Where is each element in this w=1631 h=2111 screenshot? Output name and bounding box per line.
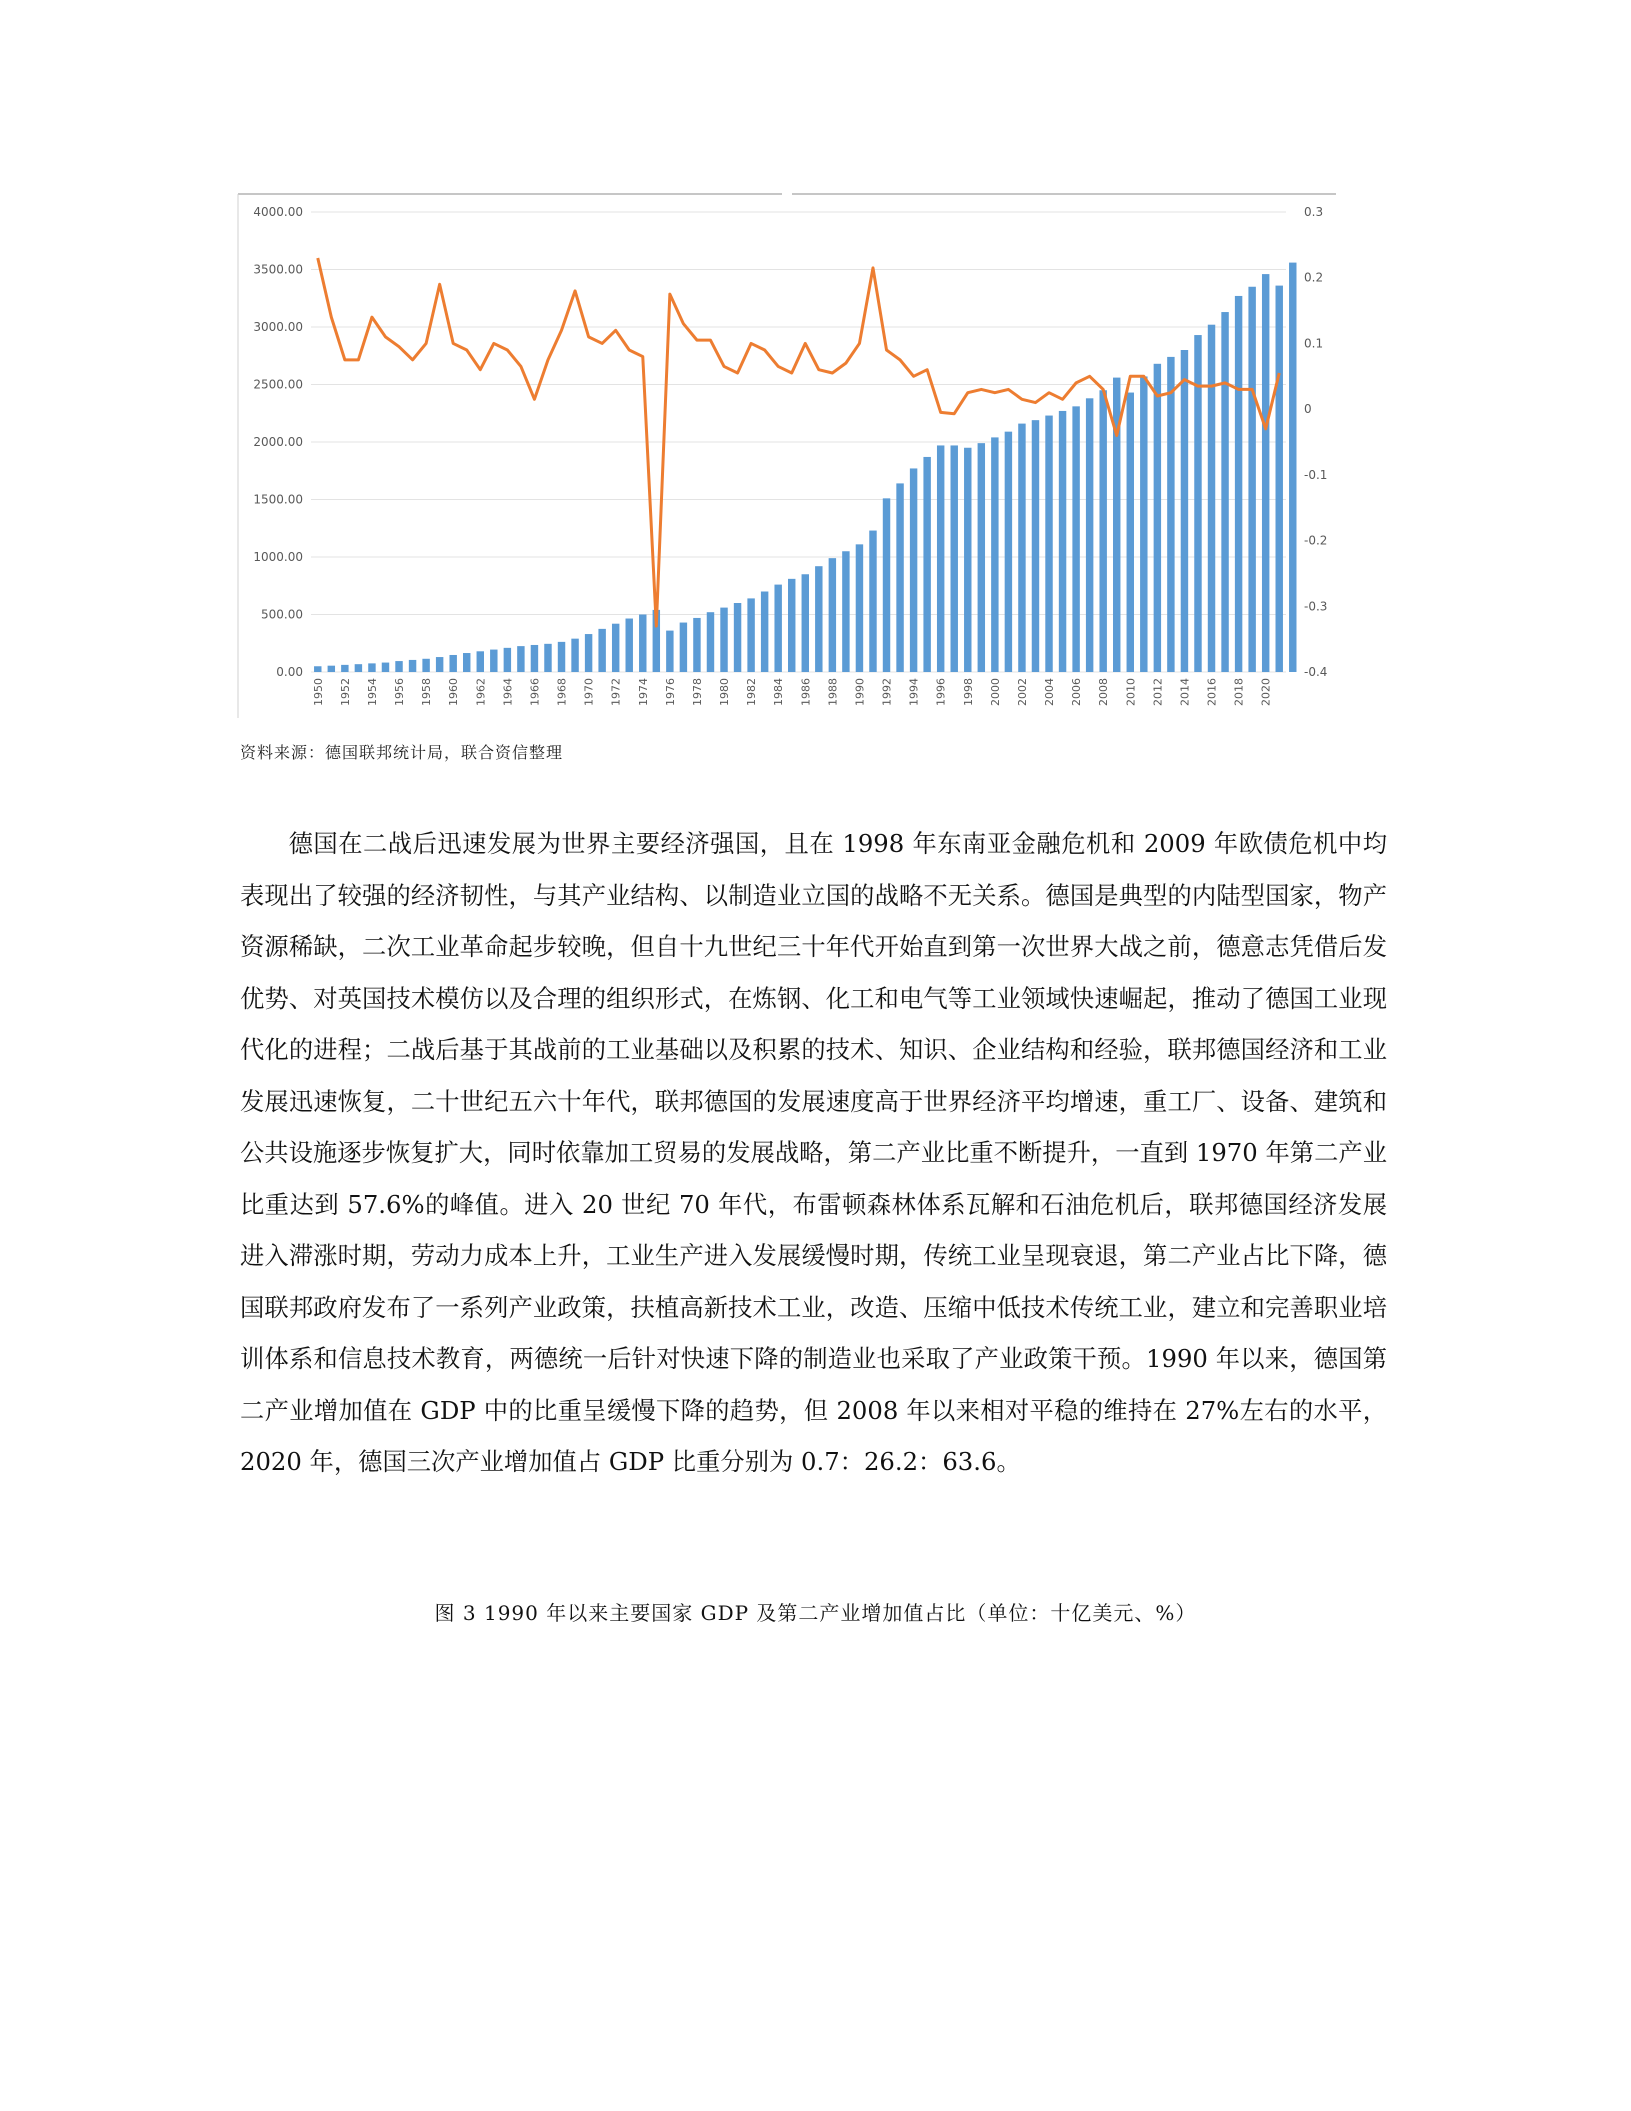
gdp-industry-chart [236, 190, 1346, 730]
gdp-bar [1154, 364, 1161, 672]
x-tick-label: 2010 [1124, 678, 1138, 706]
body-paragraph: 德国在二战后迅速发展为世界主要经济强国，且在 1998 年东南亚金融危机和 2009 年欧债危机中均表现出了较强的经济韧性，与其产业结构、以制造业立国的战略不无关系。德国是典型的内陆型国家，物产资源稀缺，二次工业革命起步较晚，但自十九世纪三十年代开始直到第一次世界大战之前，德意志凭借后发优势、对英国技术模仿以及合理的组织形式，在炼钢、化工和电气等工业领域快速崛起，推动了德国工业现代化的进程；二战后基于其战前的工业基础以及积累的技术、知识、企业结构和经验，联邦德国经济和工业发展迅速恢复，二十世纪五六十年代，联邦德国的发展速度高于世界经济平均增速，重工厂、设备、建筑和公共设施逐步恢复扩大，同时依靠加工贸易的发展战略，第二产业比重不断提升，一直到 1970 年第二产业比重达到 57.6%的峰值。进入 20 世纪 70 年代，布雷顿森林体系瓦解和石油危机后，联邦德国经济发展进入滞涨时期，劳动力成本上升，工业生产进入发展缓慢时期，传统工业呈现衰退，第二产业占比下降，德国联邦政府发布了一系列产业政策，扶植高新技术工业，改造、压缩中低技术传统工业，建立和完善职业培训体系和信息技术教育，两德统一后针对快速下降的制造业也采取了产业政策干预。1990 年以来，德国第二产业增加值在 GDP 中的比重呈缓慢下降的趋势，但 2008 年以来相对平稳的维持在 27%左右的水平，2020 年，德国三次产业增加值占 GDP 比重分别为 0.7：26.2：63.6。 [240, 829, 1387, 1476]
x-tick-label: 1966 [528, 678, 542, 706]
figure-caption: 图 3 1990 年以来主要国家 GDP 及第二产业增加值占比（单位：十亿美元、%） [434, 1601, 1197, 1625]
right-axis-ticks [1304, 205, 1327, 679]
gdp-bar [1005, 432, 1012, 672]
gdp-bar [1086, 398, 1093, 672]
x-tick-label: 1954 [365, 678, 379, 706]
gdp-bar [1072, 406, 1079, 672]
x-tick-label: 2008 [1097, 678, 1111, 706]
left-tick-label: 0.00 [276, 665, 303, 679]
x-tick-label: 1962 [474, 678, 488, 706]
gdp-bar [422, 659, 429, 672]
gdp-bar [558, 642, 565, 672]
right-tick-label: -0.1 [1304, 467, 1328, 482]
gdp-bar [896, 483, 903, 672]
gdp-bar [1045, 416, 1052, 672]
x-tick-label: 2004 [1043, 678, 1057, 706]
gdp-bar [355, 664, 362, 672]
x-tick-label: 1960 [447, 678, 461, 706]
x-tick-label: 1990 [853, 678, 867, 706]
x-tick-label: 1970 [582, 678, 596, 706]
gdp-bar [978, 443, 985, 672]
gdp-bar [951, 445, 958, 672]
gdp-bar [328, 666, 335, 672]
gdp-bar [314, 666, 321, 672]
x-tick-label: 1984 [772, 678, 786, 706]
gdp-bar [964, 448, 971, 672]
gdp-bar [910, 468, 917, 672]
gdp-bar [923, 457, 930, 672]
gdp-bar [829, 558, 836, 672]
x-tick-label: 1982 [745, 678, 759, 706]
gdp-bar [1181, 350, 1188, 672]
gdp-bar [1208, 325, 1215, 672]
right-tick-label: -0.2 [1304, 533, 1328, 548]
gdp-bar [842, 551, 849, 672]
gdp-bar [680, 623, 687, 672]
chart-svg [236, 190, 1346, 730]
gdp-bar [409, 660, 416, 672]
gdp-bar [463, 653, 470, 672]
right-tick-label: 0 [1304, 402, 1312, 417]
x-tick-label: 2006 [1070, 678, 1084, 706]
gdp-bar [341, 665, 348, 672]
gdp-bar [639, 615, 646, 673]
gdp-bar [747, 598, 754, 672]
gdp-bar [666, 631, 673, 672]
x-tick-label: 2000 [988, 678, 1002, 706]
x-tick-label: 1986 [799, 678, 813, 706]
x-tick-label: 2014 [1178, 678, 1192, 706]
gdp-bar [720, 608, 727, 672]
x-axis-ticks [312, 678, 1273, 706]
left-tick-label: 500.00 [261, 607, 303, 622]
gdp-bar [774, 585, 781, 672]
left-tick-label: 3500.00 [253, 262, 303, 277]
gdp-bar [1167, 357, 1174, 672]
x-tick-label: 2016 [1205, 678, 1219, 706]
left-tick-label: 1000.00 [253, 550, 303, 564]
x-tick-label: 1992 [880, 678, 894, 706]
x-tick-label: 1996 [934, 678, 948, 706]
x-tick-label: 2018 [1232, 678, 1246, 707]
gdp-bar [1248, 287, 1255, 672]
gdp-bar [1289, 263, 1296, 672]
gdp-bar [585, 634, 592, 672]
gdp-bar [1059, 411, 1066, 672]
gdp-bar [883, 498, 890, 672]
gdp-bar [449, 655, 456, 672]
x-tick-label: 1956 [393, 678, 407, 706]
gdp-bar [1276, 286, 1283, 672]
gdp-bar [734, 603, 741, 672]
gdp-bar [598, 629, 605, 672]
gdp-bar [1127, 393, 1134, 672]
gdp-bar [1032, 420, 1039, 672]
x-tick-label: 1976 [663, 678, 677, 706]
gdp-bar [707, 612, 714, 672]
gdp-bar [395, 661, 402, 672]
gdp-bar [1221, 312, 1228, 672]
gdp-bar [869, 531, 876, 672]
x-tick-label: 1980 [718, 678, 732, 706]
gdp-bar [693, 618, 700, 672]
gdp-bars [314, 263, 1296, 672]
gdp-bar [517, 646, 524, 672]
gdp-bar [504, 648, 511, 672]
gdp-bar [1262, 274, 1269, 672]
right-tick-label: 0.3 [1304, 205, 1324, 219]
gdp-bar [531, 645, 538, 672]
gdp-bar [571, 639, 578, 672]
left-tick-label: 2000.00 [253, 435, 303, 449]
x-tick-label: 1972 [609, 678, 623, 706]
left-axis-ticks [253, 205, 303, 679]
x-tick-label: 1978 [690, 678, 704, 706]
right-tick-label: 0.1 [1304, 336, 1324, 351]
x-tick-label: 2012 [1151, 678, 1165, 706]
x-tick-label: 1974 [636, 678, 650, 706]
gdp-bar [490, 650, 497, 672]
gdp-bar [612, 624, 619, 672]
right-tick-label: 0.2 [1304, 270, 1324, 285]
gdp-bar [815, 566, 822, 672]
right-tick-label: -0.4 [1304, 665, 1328, 679]
gdp-bar [788, 579, 795, 672]
gdp-bar [1018, 424, 1025, 672]
left-tick-label: 3000.00 [253, 320, 303, 334]
gdp-bar [368, 663, 375, 672]
gdp-bar [436, 657, 443, 672]
gdp-bar [937, 445, 944, 672]
gdp-bar [477, 651, 484, 672]
gdp-bar [1235, 296, 1242, 672]
x-tick-label: 1958 [420, 678, 434, 706]
gdp-bar [544, 644, 551, 672]
right-tick-label: -0.3 [1304, 599, 1328, 614]
gdp-bar [991, 437, 998, 672]
gdp-bar [802, 574, 809, 672]
gridlines [311, 212, 1286, 672]
left-tick-label: 2500.00 [253, 377, 303, 392]
x-tick-label: 1964 [501, 678, 515, 706]
gdp-bar [382, 663, 389, 672]
gdp-bar [1099, 390, 1106, 672]
x-tick-label: 1994 [907, 678, 921, 706]
gdp-bar [761, 592, 768, 673]
left-tick-label: 4000.00 [253, 205, 303, 219]
x-tick-label: 1998 [961, 678, 975, 706]
gdp-bar [626, 619, 633, 672]
source-note: 资料来源：德国联邦统计局，联合资信整理 [240, 743, 564, 762]
left-tick-label: 1500.00 [253, 492, 303, 507]
x-tick-label: 1950 [311, 678, 325, 706]
x-tick-label: 1988 [826, 678, 840, 706]
gdp-bar [856, 544, 863, 672]
x-tick-label: 2020 [1259, 678, 1273, 706]
x-tick-label: 1968 [555, 678, 569, 706]
x-tick-label: 2002 [1015, 678, 1029, 706]
gdp-bar [1140, 376, 1147, 672]
x-tick-label: 1952 [338, 678, 352, 706]
